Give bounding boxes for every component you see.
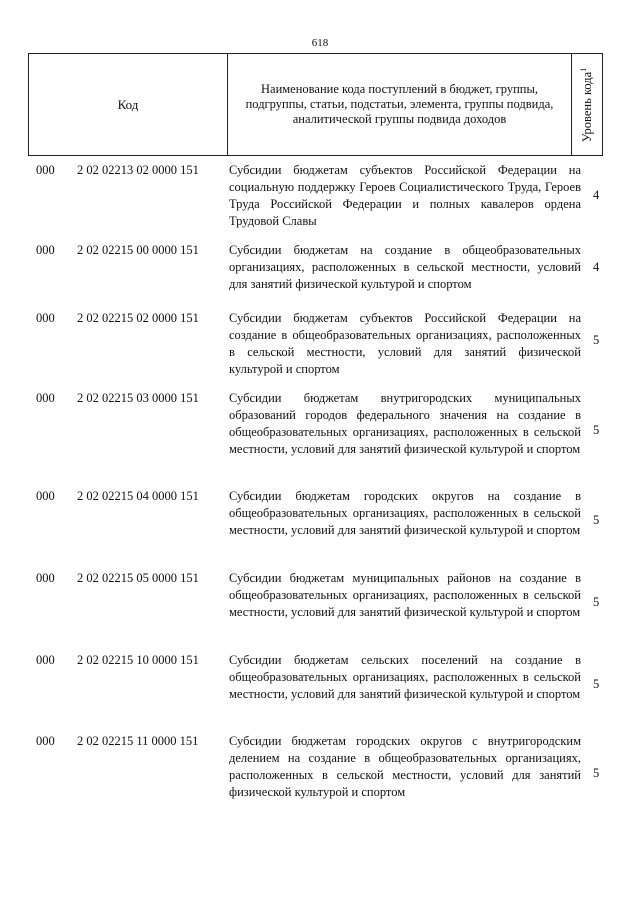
header-level-label — [579, 67, 595, 141]
header-name: Наименование кода поступлений в бюджет, группы, подгруппы, статьи, подстатьи, элемента, группы подвида, аналитической группы подвида доходов — [228, 54, 572, 155]
revenue-name: Субсидии бюджетам сельских поселений на создание в общеобразовательных организациях, расположенных в сельской местности, условий для занятий физической культурой и спортом — [229, 653, 581, 701]
revenue-code: 2 02 02215 10 0000 151 — [77, 653, 199, 667]
admin-code: 000 — [36, 653, 55, 667]
revenue-code: 2 02 02215 05 0000 151 — [77, 571, 199, 585]
admin-code: 000 — [36, 163, 55, 177]
admin-code: 000 — [36, 243, 55, 257]
revenue-name: Субсидии бюджетам муниципальных районов на создание в общеобразовательных организациях, расположенных в сельской местности, условий для занятий физической культурой и спортом — [229, 571, 581, 619]
code-level: 5 — [593, 513, 600, 527]
admin-code: 000 — [36, 489, 55, 503]
revenue-name: Субсидии бюджетам городских округов на создание в общеобразовательных организациях, расположенных в сельской местности, условий для занятий физической культурой и спортом — [229, 489, 581, 537]
table-header — [28, 53, 603, 156]
code-level: 5 — [593, 423, 600, 437]
revenue-code: 2 02 02213 02 0000 151 — [77, 163, 199, 177]
revenue-code: 2 02 02215 00 0000 151 — [77, 243, 199, 257]
header-code: Код — [29, 54, 228, 155]
header-level — [572, 54, 602, 155]
admin-code: 000 — [36, 391, 55, 405]
code-level: 5 — [593, 766, 600, 780]
admin-code: 000 — [36, 311, 55, 325]
revenue-name: Субсидии бюджетам на создание в общеобразовательных организациях, расположенных в сельской местности, условий для занятий физической культурой и спортом — [229, 243, 581, 291]
header-level-text: Уровень кода — [580, 71, 595, 142]
code-level: 5 — [593, 677, 600, 691]
code-level: 4 — [593, 188, 600, 202]
revenue-code: 2 02 02215 04 0000 151 — [77, 489, 199, 503]
revenue-name: Субсидии бюджетам городских округов с внутригородским делением на создание в общеобразовательных организациях, расположенных в сельской местности, условий для занятий физической культурой и спортом — [229, 734, 581, 799]
revenue-code: 2 02 02215 03 0000 151 — [77, 391, 199, 405]
admin-code: 000 — [36, 571, 55, 585]
revenue-code: 2 02 02215 02 0000 151 — [77, 311, 199, 325]
code-level: 4 — [593, 260, 600, 274]
footnote-marker: 1 — [578, 67, 588, 72]
admin-code: 000 — [36, 734, 55, 748]
revenue-code: 2 02 02215 11 0000 151 — [77, 734, 199, 748]
revenue-name: Субсидии бюджетам внутригородских муниципальных образований городов федерального значения на создание в общеобразовательных организациях, расположенных в сельской местности, условий для занятий физической культурой и спортом — [229, 391, 581, 456]
code-level: 5 — [593, 595, 600, 609]
revenue-name: Субсидии бюджетам субъектов Российской Федерации на создание в общеобразовательных организациях, расположенных в сельской местности, условий для занятий физической культурой и спортом — [229, 311, 581, 376]
code-level: 5 — [593, 333, 600, 347]
page-number: 618 — [311, 37, 329, 49]
revenue-name: Субсидии бюджетам субъектов Российской Федерации на социальную поддержку Героев Социалистического Труда, Героев Труда Российской Федерации и полных кавалеров ордена Трудовой Славы — [229, 163, 581, 228]
